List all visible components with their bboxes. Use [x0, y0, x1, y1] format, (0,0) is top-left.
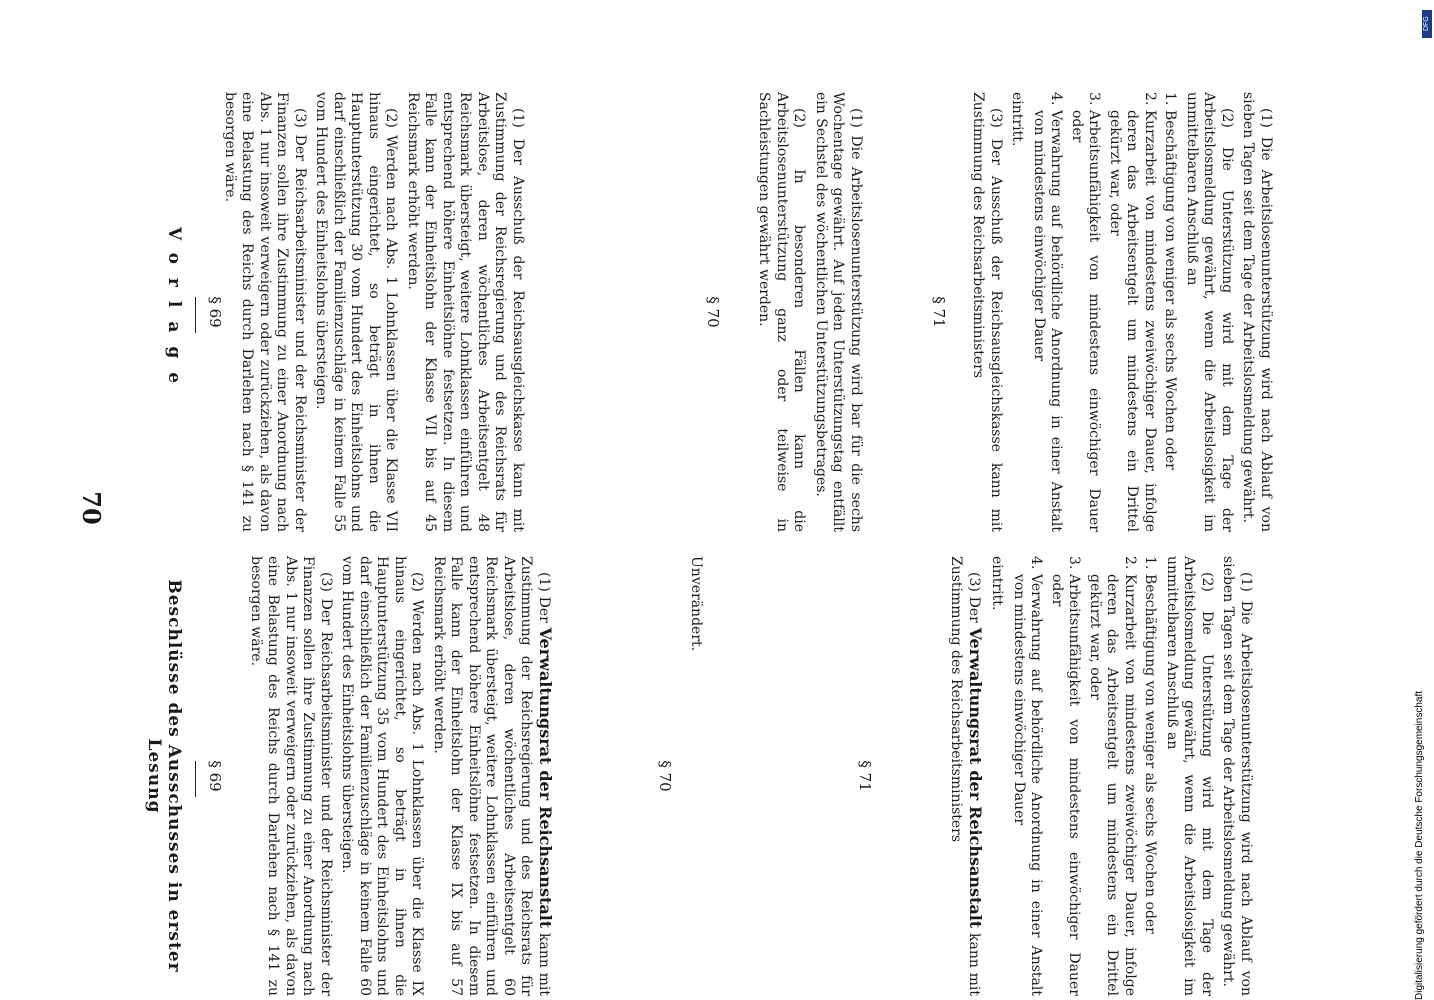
- paragraph: (3) Der Reichsarbeitsminister und der Reichsminister der Finanzen sollen ihre Zustimmung zu einer Anordnung nach Abs. 1 nur insoweit verweigern oder zurückziehen, als davon eine Belastung des Reichs durch Darlehen nach § 141 zu besorgen wäre.: [248, 556, 334, 996]
- paragraph: eintritt.: [989, 556, 1006, 611]
- column-beschluesse: [0, 556, 1434, 996]
- paragraph: (2) Die Unterstützung wird mit dem Tage der Arbeitslosmeldung gewährt, wenn die Arbeitslosigkeit im unmittelbaren Anschluß an: [1184, 92, 1235, 532]
- paragraph: (2) Werden nach Abs. 1 Lohnklassen über die Klasse IX hinaus eingerichtet, so beträgt in ihnen die Hauptunterstützung 35 vom Hundert des Einheitslohns und darf einschließlich der Familienzuschläge in keinem Falle 60 vom Hundert des Einheitslohns übersteigen.: [339, 556, 426, 996]
- header-rule: [195, 761, 196, 797]
- column-header: Beschlüsse des Ausschusses in erster Lesung: [144, 579, 184, 973]
- paragraph: (1) Die Arbeitslosenunterstützung wird nach Ablauf von sieben Tagen seit dem Tage der Arbeitslosmeldung gewährt.: [1240, 92, 1274, 532]
- section-title: § 70: [704, 296, 722, 328]
- section-70-text: [751, 92, 864, 532]
- paragraph: (3) Der Reichsarbeitsminister und der Reichsminister der Finanzen sollen ihre Zustimmung zu einer Anordnung nach Abs. 1 nur insoweit verweigern oder zurückziehen, als davon eine Belastung des Reichs durch Darlehen nach § 141 zu besorgen wäre.: [222, 92, 308, 532]
- section-title: § 71: [856, 760, 874, 792]
- paragraph: (1) Die Arbeitslosenunterstützung wird nach Ablauf von sieben Tagen seit dem Tage der Arbeitslosmeldung gewährt.: [1220, 556, 1254, 996]
- paragraph: (2) Werden nach Abs. 1 Lohnklassen über die Klasse VII hinaus eingerichtet, so beträgt in ihnen die Hauptunterstützung 30 vom Hundert des Einheitslohns und darf einschließlich der Familienzuschläge in keinem Falle 55 vom Hundert des Einheitslohns übersteigen.: [313, 92, 400, 532]
- paragraph: (1) Der Ausschuß der Reichsausgleichskasse kann mit Zustimmung der Reichsregierung und des Reichsrats für Arbeitslose, deren wöchentliches Arbeitsentgelt 48 Reichsmark übersteigt, weitere Lohnklassen einführen und entsprechend höhere Einheitslöhne festsetzen. In diesem Falle kann der Einheitslohn der Klasse VII bis auf 45 Reichsmark erhöht werden.: [405, 92, 526, 532]
- list-item: 4. Verwahrung auf behördliche Anordnung in einer Anstalt von mindestens einwöchiger Dauer: [1011, 556, 1045, 996]
- section-71-text: [943, 556, 1254, 996]
- list-item: 3. Arbeitsunfähigkeit von mindestens einwöchiger Dauer oder: [1049, 556, 1083, 996]
- paragraph: (1) Der Verwaltungsrat der Reichsanstalt kann mit Zustimmung der Reichsregierung und des Reichsrats für Arbeitslose, deren wöchentliches Arbeitsentgelt 60 Reichsmark übersteigt, weitere Lohnklassen einführen und entsprechend höhere Einheitslöhne festsetzen. In diesem Falle kann der Einheitslohn der Klasse IX bis auf 57 Reichsmark erhöht werden.: [431, 556, 555, 997]
- section-title: § 70: [656, 760, 674, 792]
- column-vorlage: [0, 92, 1434, 532]
- digitization-note: Digitalisierung gefördert durch die Deutsche Forschungsgemeinschaft: [1414, 690, 1425, 1000]
- paragraph: (3) Der Verwaltungsrat der Reichsanstalt kann mit Zustimmung des Reichsarbeitsministers: [948, 556, 985, 997]
- list-item: 2. Kurzarbeit von mindestens zweiwöchiger Dauer, infolge deren das Arbeitsentgelt um mindestens ein Drittel gekürzt war, oder: [1107, 92, 1158, 532]
- list-item: 1. Beschäftigung von weniger als sechs Wochen oder: [1162, 92, 1179, 470]
- dfg-logo: DFG: [1422, 10, 1432, 38]
- condition-list: [1010, 556, 1159, 996]
- section-title: § 69: [206, 760, 224, 792]
- section-title: § 71: [930, 296, 948, 328]
- section-71-text: [965, 92, 1274, 532]
- paragraph: Unverändert.: [688, 556, 704, 652]
- list-item: 4. Verwahrung auf behördliche Anordnung in einer Anstalt von mindestens einwöchiger Dauer: [1031, 92, 1065, 532]
- paragraph: eintritt.: [1009, 92, 1026, 147]
- column-header: Vorlage: [164, 226, 184, 398]
- page-number: 70: [77, 491, 106, 525]
- section-title: § 69: [206, 296, 224, 328]
- section-70-text: [683, 556, 705, 996]
- paragraph: (1) Die Arbeitslosenunterstützung wird bar für die sechs Wochentage gewährt. Auf jeden Unterstützungstag entfällt ein Sechstel des wöchentlichen Unterstützungsbetrages.: [813, 92, 864, 532]
- section-69-text: [243, 556, 555, 996]
- paragraph: (2) Die Unterstützung wird mit dem Tage der Arbeitslosmeldung gewährt, wenn die Arbeitslosigkeit im unmittelbaren Anschluß an: [1164, 556, 1215, 996]
- condition-list: [1030, 92, 1179, 532]
- paragraph: (3) Der Ausschuß der Reichsausgleichskasse kann mit Zustimmung des Reichsarbeitsministers: [970, 92, 1004, 532]
- list-item: 1. Beschäftigung von weniger als sechs Wochen oder: [1142, 556, 1159, 934]
- list-item: 3. Arbeitsunfähigkeit von mindestens einwöchiger Dauer oder: [1069, 92, 1103, 532]
- list-item: 2. Kurzarbeit von mindestens zweiwöchiger Dauer, infolge deren das Arbeitsentgelt um mindestens ein Drittel gekürzt war, oder: [1087, 556, 1138, 996]
- header-rule: [195, 297, 196, 333]
- paragraph: (2) In besonderen Fällen kann die Arbeitslosenunterstützung ganz oder teilweise in Sachleistungen gewährt werden.: [756, 92, 808, 532]
- section-69-text: [217, 92, 527, 532]
